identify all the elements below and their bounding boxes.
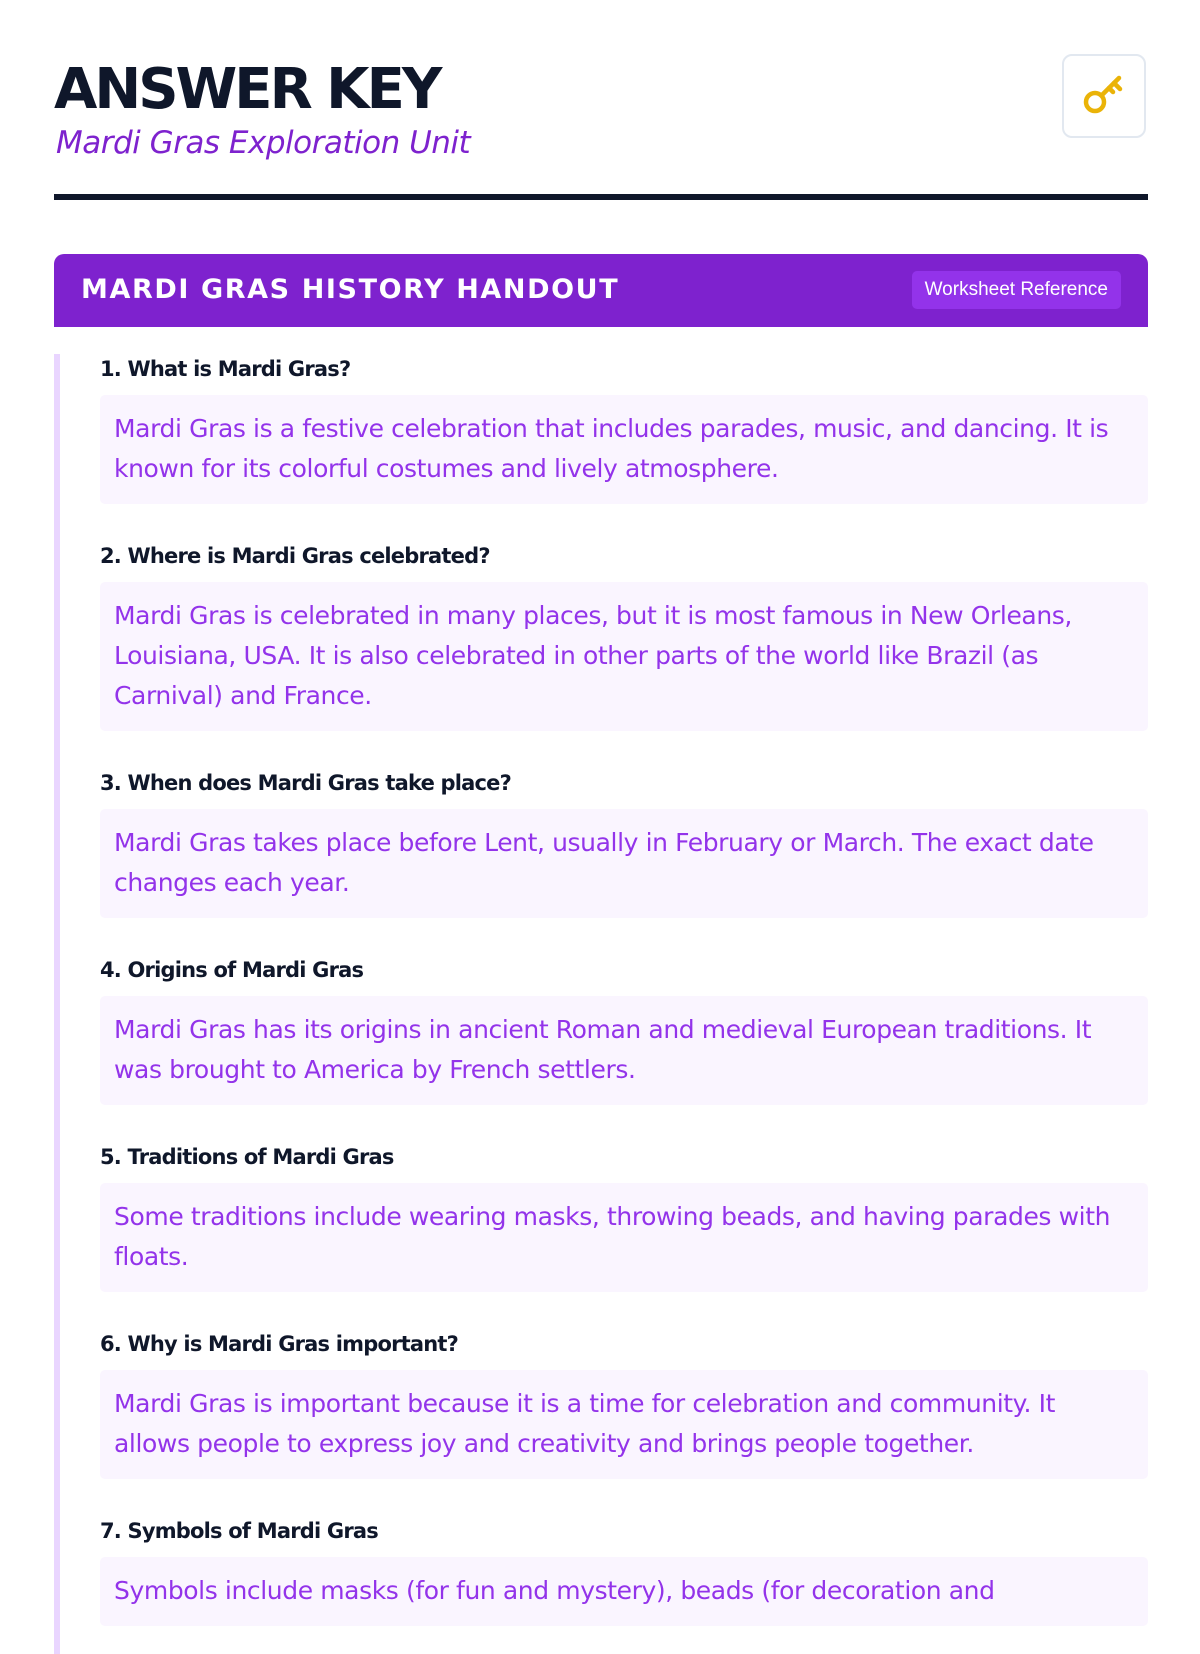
qa-item xyxy=(100,541,1148,731)
answer-text: Mardi Gras is important because it is a time for celebration and community. It allows people to express joy and creativity and brings people together. xyxy=(100,1370,1148,1479)
question-text: 1. What is Mardi Gras? xyxy=(100,357,351,381)
qa-item xyxy=(100,1516,1148,1626)
worksheet-reference-badge: Worksheet Reference xyxy=(912,271,1121,309)
question-text: 5. Traditions of Mardi Gras xyxy=(100,1145,394,1169)
qa-item xyxy=(100,1142,1148,1292)
qa-item xyxy=(100,955,1148,1105)
page-header xyxy=(54,0,1148,200)
page-title: ANSWER KEY xyxy=(54,57,440,122)
question-text: 6. Why is Mardi Gras important? xyxy=(100,1332,459,1356)
answer-text: Mardi Gras takes place before Lent, usually in February or March. The exact date changes each year. xyxy=(100,809,1148,918)
answer-text: Mardi Gras is celebrated in many places, but it is most famous in New Orleans, Louisiana, USA. It is also celebrated in other parts of the world like Brazil (as Carnival) and France. xyxy=(100,582,1148,731)
question-text: 3. When does Mardi Gras take place? xyxy=(100,771,512,795)
page-subtitle: Mardi Gras Exploration Unit xyxy=(56,125,471,161)
section-title: MARDI GRAS HISTORY HANDOUT xyxy=(81,274,620,305)
section-header xyxy=(54,254,1148,327)
key-icon xyxy=(1079,71,1129,121)
answer-text: Mardi Gras is a festive celebration that includes parades, music, and dancing. It is known for its colorful costumes and lively atmosphere. xyxy=(100,395,1148,504)
header-divider xyxy=(54,194,1148,200)
question-text: 2. Where is Mardi Gras celebrated? xyxy=(100,544,490,568)
qa-item xyxy=(100,354,1148,504)
question-text: 7. Symbols of Mardi Gras xyxy=(100,1519,378,1543)
answer-text: Symbols include masks (for fun and mystery), beads (for decoration and xyxy=(100,1557,1148,1626)
key-icon-box xyxy=(1062,54,1146,138)
qa-item xyxy=(100,1329,1148,1479)
qa-list xyxy=(54,354,1148,1654)
answer-key-page xyxy=(54,0,1148,1605)
question-text: 4. Origins of Mardi Gras xyxy=(100,958,364,982)
qa-item xyxy=(100,768,1148,918)
answer-text: Some traditions include wearing masks, throwing beads, and having parades with floats. xyxy=(100,1183,1148,1292)
answer-text: Mardi Gras has its origins in ancient Roman and medieval European traditions. It was brought to America by French settlers. xyxy=(100,996,1148,1105)
